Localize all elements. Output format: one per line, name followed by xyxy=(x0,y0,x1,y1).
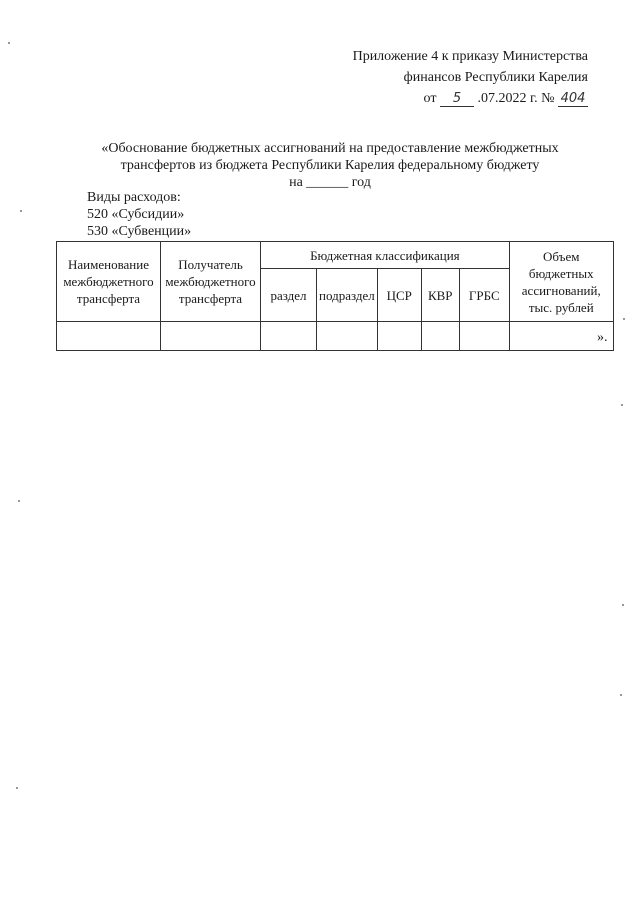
table-cell[interactable] xyxy=(421,322,459,351)
header-budget-classification: Бюджетная классификация xyxy=(261,242,510,269)
header-transfer-name: Наименование межбюджетного трансферта xyxy=(57,242,161,322)
date-rest: .07.2022 г. № xyxy=(477,91,555,106)
closing-quote-mark: ». xyxy=(597,330,608,345)
expense-type-item: 520 «Субсидии» xyxy=(87,207,185,222)
title-line-1: «Обоснование бюджетных ассигнований на предоставление межбюджетных xyxy=(101,141,559,156)
table-cell[interactable] xyxy=(459,322,509,351)
scan-speck xyxy=(16,787,18,789)
appendix-line-2: финансов Республики Карелия xyxy=(403,70,588,85)
header-allocation-amount: Объем бюджетных ассигнований, тыс. рублей xyxy=(509,242,613,322)
header-recipient: Получатель межбюджетного трансферта xyxy=(161,242,261,322)
table-cell[interactable] xyxy=(317,322,378,351)
appendix-line-1: Приложение 4 к приказу Министерства xyxy=(352,49,588,64)
budget-table xyxy=(56,241,614,351)
scan-speck xyxy=(621,404,623,406)
expense-types-heading: Виды расходов: xyxy=(87,190,181,205)
scan-speck xyxy=(18,500,20,502)
handwritten-day: 5 xyxy=(440,91,474,107)
appendix-date-line xyxy=(353,88,588,109)
scan-speck xyxy=(620,694,622,696)
header-csr: ЦСР xyxy=(377,269,421,322)
scan-speck xyxy=(623,318,625,320)
table-cell[interactable] xyxy=(377,322,421,351)
document-title xyxy=(60,140,600,191)
table-row xyxy=(57,322,614,351)
title-line-2: трансфертов из бюджета Республики Карелия федеральному бюджету xyxy=(120,158,540,173)
table-cell[interactable] xyxy=(161,322,261,351)
title-line-3: на ______ год xyxy=(289,175,371,190)
header-kvr: КВР xyxy=(421,269,459,322)
expense-type-item: 530 «Субвенции» xyxy=(87,224,192,239)
appendix-header xyxy=(353,46,588,109)
table-cell[interactable] xyxy=(261,322,317,351)
header-subsection: подраздел xyxy=(317,269,378,322)
expense-types xyxy=(87,189,191,240)
date-prefix: от xyxy=(423,91,437,106)
header-grbs: ГРБС xyxy=(459,269,509,322)
header-section: раздел xyxy=(261,269,317,322)
scan-speck xyxy=(20,210,22,212)
handwritten-order-number: 404 xyxy=(558,91,588,107)
table-cell[interactable] xyxy=(57,322,161,351)
table-header-row-1 xyxy=(57,242,614,269)
scan-speck xyxy=(622,604,624,606)
scan-speck xyxy=(8,42,10,44)
